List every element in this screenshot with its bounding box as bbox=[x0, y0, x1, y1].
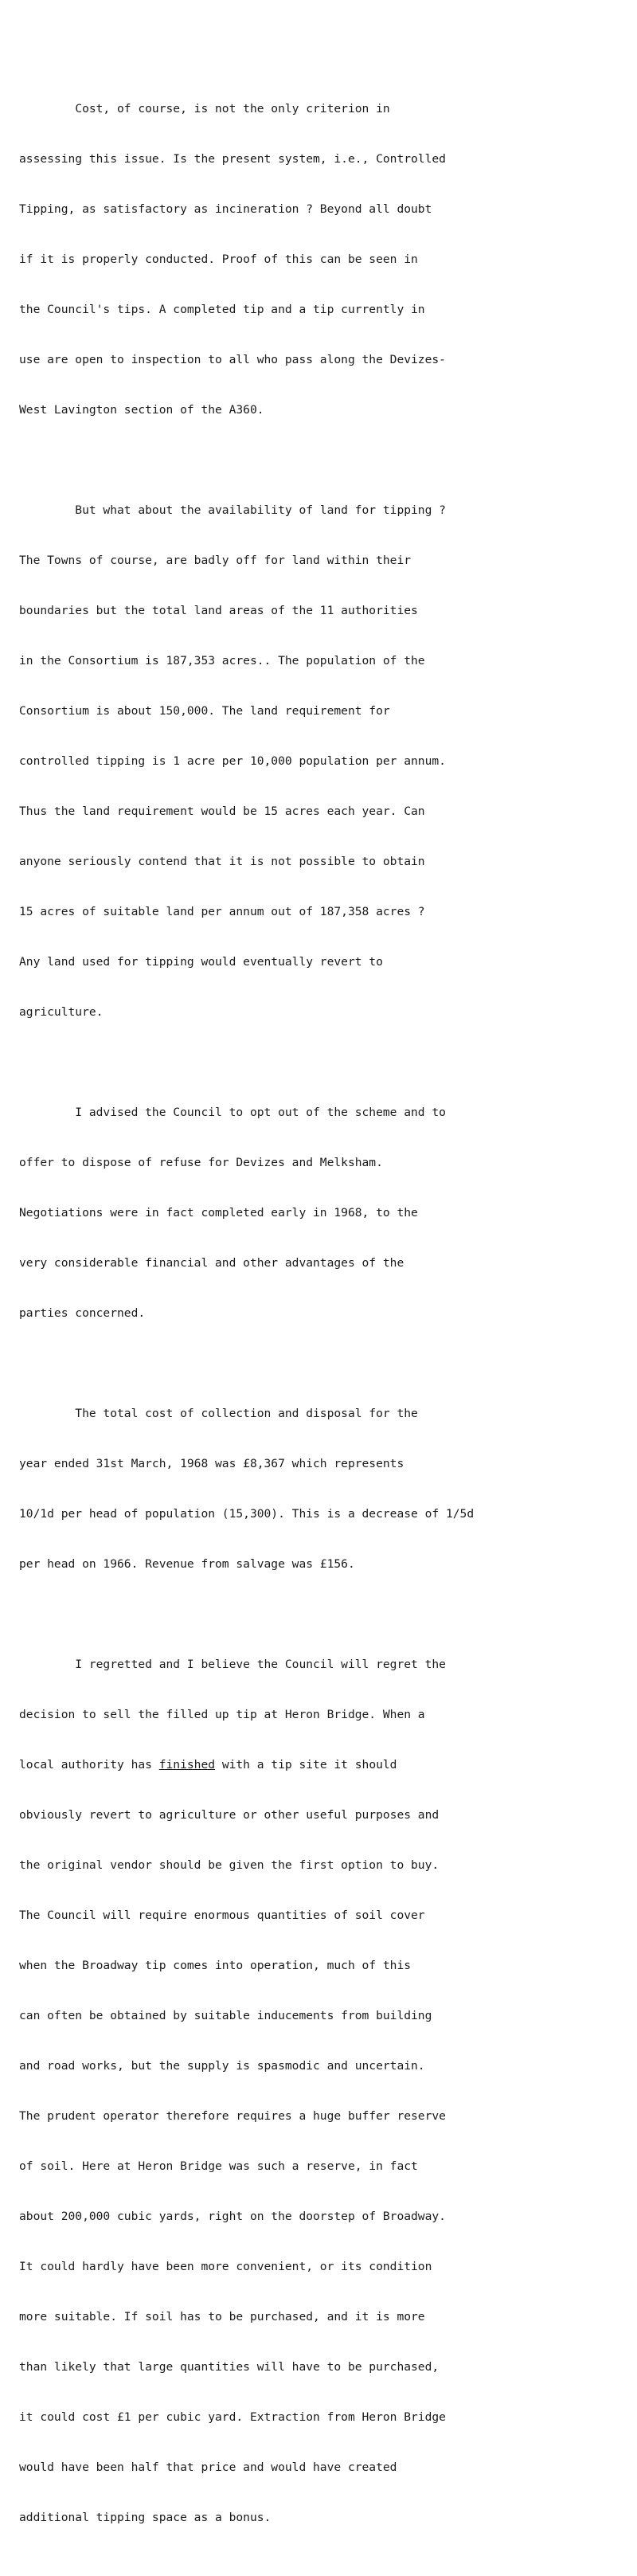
text-line: The Council will require enormous quantities of soil cover bbox=[19, 1909, 425, 1922]
text-line: in the Consortium is 187,353 acres.. The population of the bbox=[19, 654, 425, 667]
text-line: I advised the Council to opt out of the scheme and to bbox=[19, 1106, 446, 1119]
text-line: I regretted and I believe the Council will regret the bbox=[19, 1658, 446, 1671]
text-line: 15 acres of suitable land per annum out of 187,358 acres ? bbox=[19, 905, 425, 918]
text-line-with-underline bbox=[19, 1756, 632, 1773]
text-line: anyone seriously contend that it is not possible to obtain bbox=[19, 855, 425, 868]
text-segment: with a tip site it should bbox=[215, 1758, 397, 1771]
text-line: It could hardly have been more convenient, or its condition bbox=[19, 2260, 432, 2273]
text-line: per head on 1966. Revenue from salvage was £156. bbox=[19, 1557, 355, 1571]
text-line: and road works, but the supply is spasmodic and uncertain. bbox=[19, 2059, 425, 2073]
text-line: agriculture. bbox=[19, 1005, 104, 1019]
text-line: Any land used for tipping would eventually revert to bbox=[19, 955, 383, 969]
text-line: Cost, of course, is not the only criterion in bbox=[19, 102, 390, 115]
paragraph-cost-criterion bbox=[19, 67, 632, 452]
text-line: it could cost £1 per cubic yard. Extraction from Heron Bridge bbox=[19, 2410, 446, 2424]
text-line: more suitable. If soil has to be purchased, and it is more bbox=[19, 2310, 425, 2323]
text-line: about 200,000 cubic yards, right on the doorstep of Broadway. bbox=[19, 2210, 446, 2223]
document-body bbox=[19, 67, 632, 2576]
text-line: assessing this issue. Is the present system, i.e., Controlled bbox=[19, 152, 446, 166]
text-line: year ended 31st March, 1968 was £8,367 which represents bbox=[19, 1457, 404, 1470]
text-line: of soil. Here at Heron Bridge was such a reserve, in fact bbox=[19, 2159, 418, 2173]
text-line: than likely that large quantities will have to be purchased, bbox=[19, 2360, 440, 2374]
text-line: boundaries but the total land areas of the 11 authorities bbox=[19, 604, 418, 617]
text-line: Consortium is about 150,000. The land requirement for bbox=[19, 704, 390, 718]
text-line: 10/1d per head of population (15,300). This is a decrease of 1/5d bbox=[19, 1507, 475, 1521]
text-line: West Lavington section of the A360. bbox=[19, 403, 264, 417]
paragraph-heron-bridge bbox=[19, 1623, 632, 2559]
underlined-word: finished bbox=[158, 1758, 216, 1771]
text-line: But what about the availability of land for tipping ? bbox=[19, 503, 446, 517]
text-line: decision to sell the filled up tip at Heron Bridge. When a bbox=[19, 1708, 425, 1721]
text-line: Negotiations were in fact completed early in 1968, to the bbox=[19, 1206, 418, 1219]
text-line: Thus the land requirement would be 15 acres each year. Can bbox=[19, 805, 425, 818]
paragraph-land-availability bbox=[19, 468, 632, 1054]
text-line: use are open to inspection to all who pass along the Devizes- bbox=[19, 353, 446, 366]
text-line: obviously revert to agriculture or other useful purposes and bbox=[19, 1808, 440, 1822]
text-line: additional tipping space as a bonus. bbox=[19, 2511, 272, 2524]
paragraph-total-cost bbox=[19, 1372, 632, 1606]
text-segment: local authority has bbox=[19, 1758, 159, 1771]
text-line: if it is properly conducted. Proof of this can be seen in bbox=[19, 253, 418, 266]
text-line: The total cost of collection and disposal for the bbox=[19, 1407, 418, 1420]
text-line: the Council's tips. A completed tip and a tip currently in bbox=[19, 303, 425, 316]
paragraph-opt-out bbox=[19, 1071, 632, 1355]
text-line: Tipping, as satisfactory as incineration ? Beyond all doubt bbox=[19, 202, 432, 216]
text-line: controlled tipping is 1 acre per 10,000 population per annum. bbox=[19, 754, 446, 768]
text-line: when the Broadway tip comes into operation, much of this bbox=[19, 1959, 412, 1972]
text-line: The Towns of course, are badly off for land within their bbox=[19, 554, 412, 567]
text-line: The prudent operator therefore requires a huge buffer reserve bbox=[19, 2109, 446, 2123]
text-line: would have been half that price and would have created bbox=[19, 2461, 397, 2474]
text-line: parties concerned. bbox=[19, 1306, 146, 1320]
text-line: the original vendor should be given the first option to buy. bbox=[19, 1858, 440, 1872]
text-line: very considerable financial and other advantages of the bbox=[19, 1256, 404, 1270]
text-line: offer to dispose of refuse for Devizes and Melksham. bbox=[19, 1156, 383, 1169]
text-line: can often be obtained by suitable inducements from building bbox=[19, 2009, 432, 2022]
